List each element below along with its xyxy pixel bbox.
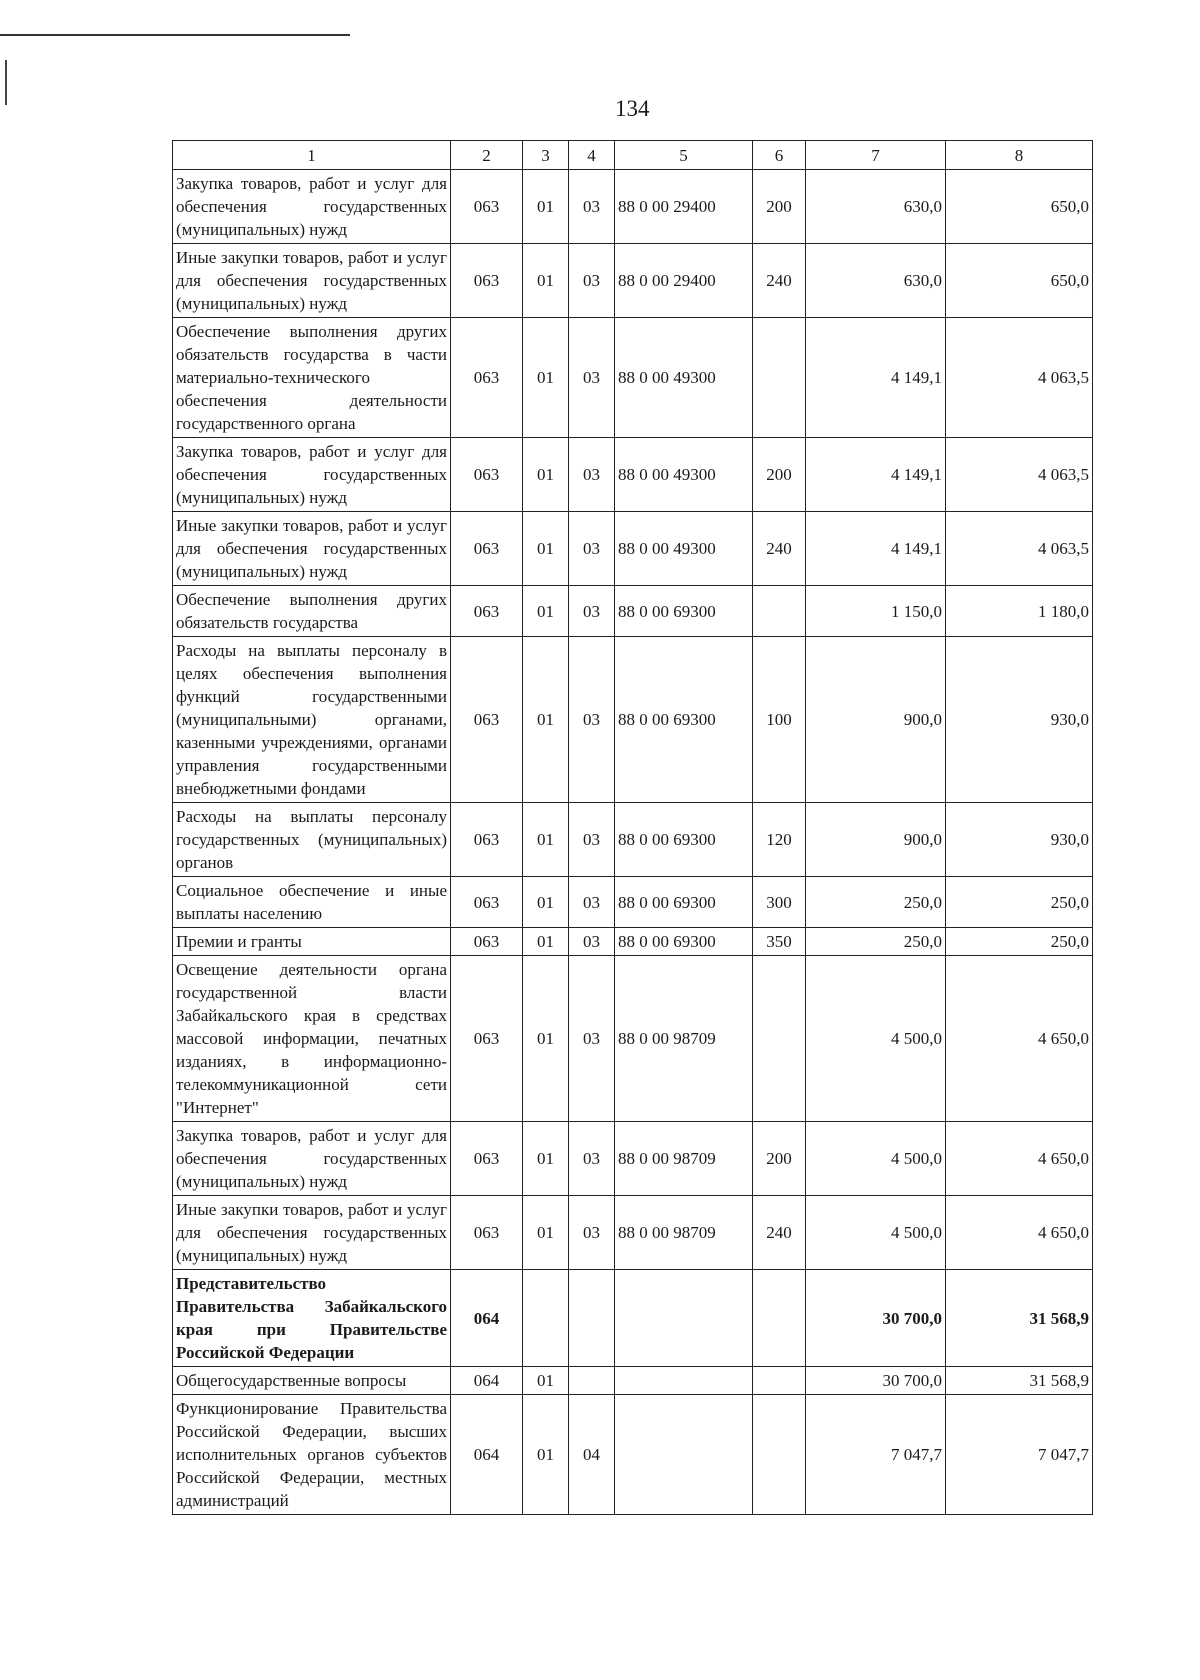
table-row [173,1122,1093,1196]
col-header-8: 8 [946,141,1093,170]
row-amount-col8: 650,0 [946,170,1093,244]
row-amount-col8: 930,0 [946,803,1093,877]
row-subsection: 03 [569,438,615,512]
row-name: Обеспечение выполнения других обязательств государства [173,586,451,637]
row-expense-type [753,1367,806,1395]
row-target-article [615,1395,753,1515]
table-row [173,803,1093,877]
row-expense-type: 240 [753,512,806,586]
table-row [173,586,1093,637]
row-amount-col7: 900,0 [806,803,946,877]
row-section: 01 [523,244,569,318]
row-amount-col8: 4 650,0 [946,956,1093,1122]
row-amount-col7: 30 700,0 [806,1270,946,1367]
row-section: 01 [523,170,569,244]
row-expense-type [753,318,806,438]
row-target-article: 88 0 00 98709 [615,956,753,1122]
row-subsection [569,1367,615,1395]
row-expense-type: 350 [753,928,806,956]
row-expense-type: 300 [753,877,806,928]
row-name: Функционирование Правительства Российской Федерации, высших исполнительных органов субъектов Российской Федерации, местных администраций [173,1395,451,1515]
col-header-6: 6 [753,141,806,170]
row-amount-col7: 250,0 [806,928,946,956]
scan-left-mark [5,60,7,105]
row-name: Социальное обеспечение и иные выплаты населению [173,877,451,928]
row-expense-type: 240 [753,1196,806,1270]
row-amount-col8: 4 650,0 [946,1196,1093,1270]
header-row [173,141,1093,170]
row-name: Общегосударственные вопросы [173,1367,451,1395]
row-target-article: 88 0 00 69300 [615,803,753,877]
row-amount-col7: 630,0 [806,170,946,244]
row-target-article: 88 0 00 69300 [615,928,753,956]
row-section: 01 [523,1122,569,1196]
row-amount-col7: 4 500,0 [806,956,946,1122]
row-code-admin: 063 [451,637,523,803]
row-expense-type: 120 [753,803,806,877]
row-amount-col8: 4 650,0 [946,1122,1093,1196]
row-code-admin: 063 [451,803,523,877]
row-target-article: 88 0 00 29400 [615,244,753,318]
row-section: 01 [523,1196,569,1270]
table-row [173,1367,1093,1395]
table-row [173,318,1093,438]
row-section: 01 [523,512,569,586]
row-name: Закупка товаров, работ и услуг для обеспечения государственных (муниципальных) нужд [173,1122,451,1196]
row-code-admin: 063 [451,1122,523,1196]
row-name: Иные закупки товаров, работ и услуг для обеспечения государственных (муниципальных) нужд [173,1196,451,1270]
row-code-admin: 064 [451,1395,523,1515]
row-target-article [615,1270,753,1367]
row-amount-col8: 7 047,7 [946,1395,1093,1515]
row-subsection: 03 [569,244,615,318]
table-row [173,170,1093,244]
row-section: 01 [523,803,569,877]
row-section: 01 [523,586,569,637]
row-expense-type: 200 [753,1122,806,1196]
row-amount-col8: 4 063,5 [946,318,1093,438]
row-expense-type: 100 [753,637,806,803]
row-amount-col7: 250,0 [806,877,946,928]
row-section: 01 [523,1395,569,1515]
row-section: 01 [523,877,569,928]
row-section: 01 [523,438,569,512]
row-name: Представительство Правительства Забайкальского края при Правительстве Российской Федерации [173,1270,451,1367]
row-section: 01 [523,318,569,438]
row-target-article: 88 0 00 49300 [615,438,753,512]
row-amount-col7: 4 149,1 [806,438,946,512]
table-row [173,1196,1093,1270]
row-code-admin: 063 [451,928,523,956]
table-row [173,928,1093,956]
row-name: Иные закупки товаров, работ и услуг для обеспечения государственных (муниципальных) нужд [173,244,451,318]
col-header-2: 2 [451,141,523,170]
row-amount-col7: 4 149,1 [806,512,946,586]
row-subsection: 03 [569,877,615,928]
row-subsection: 03 [569,512,615,586]
row-code-admin: 063 [451,318,523,438]
row-subsection: 03 [569,586,615,637]
row-subsection: 03 [569,1122,615,1196]
row-amount-col7: 30 700,0 [806,1367,946,1395]
row-subsection: 03 [569,803,615,877]
row-code-admin: 063 [451,170,523,244]
row-amount-col7: 900,0 [806,637,946,803]
row-amount-col8: 4 063,5 [946,438,1093,512]
row-name: Обеспечение выполнения других обязательств государства в части материально-технического обеспечения деятельности государственного органа [173,318,451,438]
row-code-admin: 063 [451,586,523,637]
col-header-1: 1 [173,141,451,170]
row-code-admin: 063 [451,1196,523,1270]
table-row [173,244,1093,318]
row-name: Закупка товаров, работ и услуг для обеспечения государственных (муниципальных) нужд [173,438,451,512]
page-number: 134 [615,96,650,121]
row-code-admin: 063 [451,877,523,928]
row-amount-col8: 930,0 [946,637,1093,803]
row-section: 01 [523,637,569,803]
row-code-admin: 063 [451,512,523,586]
row-section [523,1270,569,1367]
row-expense-type [753,956,806,1122]
row-subsection: 03 [569,170,615,244]
row-target-article: 88 0 00 69300 [615,637,753,803]
row-amount-col7: 4 500,0 [806,1122,946,1196]
row-target-article: 88 0 00 69300 [615,586,753,637]
row-name: Расходы на выплаты персоналу в целях обеспечения выполнения функций государственными (муниципальными) органами, казенными учреждениями, органами управления государственными внебюджетными фондами [173,637,451,803]
table-row [173,512,1093,586]
row-code-admin: 063 [451,438,523,512]
row-expense-type [753,1395,806,1515]
row-subsection: 04 [569,1395,615,1515]
row-target-article: 88 0 00 69300 [615,877,753,928]
row-subsection [569,1270,615,1367]
row-target-article: 88 0 00 98709 [615,1196,753,1270]
table-body [173,141,1093,1515]
row-name: Расходы на выплаты персоналу государственных (муниципальных) органов [173,803,451,877]
row-subsection: 03 [569,318,615,438]
row-subsection: 03 [569,637,615,803]
row-code-admin: 063 [451,956,523,1122]
row-target-article: 88 0 00 49300 [615,318,753,438]
row-amount-col8: 31 568,9 [946,1270,1093,1367]
table-row [173,637,1093,803]
row-amount-col8: 250,0 [946,877,1093,928]
col-header-4: 4 [569,141,615,170]
row-code-admin: 063 [451,244,523,318]
row-expense-type: 200 [753,438,806,512]
table-row [173,956,1093,1122]
row-amount-col8: 650,0 [946,244,1093,318]
row-name: Иные закупки товаров, работ и услуг для обеспечения государственных (муниципальных) нужд [173,512,451,586]
row-code-admin: 064 [451,1367,523,1395]
row-amount-col7: 630,0 [806,244,946,318]
row-amount-col8: 4 063,5 [946,512,1093,586]
row-section: 01 [523,928,569,956]
row-target-article: 88 0 00 98709 [615,1122,753,1196]
row-expense-type [753,586,806,637]
table-row [173,438,1093,512]
scan-top-line [0,34,350,36]
row-subsection: 03 [569,1196,615,1270]
row-amount-col7: 7 047,7 [806,1395,946,1515]
row-amount-col8: 250,0 [946,928,1093,956]
row-section: 01 [523,1367,569,1395]
row-subsection: 03 [569,956,615,1122]
row-code-admin: 064 [451,1270,523,1367]
row-expense-type: 240 [753,244,806,318]
table-row [173,1395,1093,1515]
row-name: Закупка товаров, работ и услуг для обеспечения государственных (муниципальных) нужд [173,170,451,244]
row-subsection: 03 [569,928,615,956]
row-amount-col8: 31 568,9 [946,1367,1093,1395]
row-amount-col7: 1 150,0 [806,586,946,637]
row-name: Освещение деятельности органа государственной власти Забайкальского края в средствах массовой информации, печатных изданиях, в информационно-телекоммуникационной сети "Интернет" [173,956,451,1122]
col-header-7: 7 [806,141,946,170]
row-target-article [615,1367,753,1395]
row-section: 01 [523,956,569,1122]
budget-table [172,140,1093,1515]
col-header-3: 3 [523,141,569,170]
table-row [173,1270,1093,1367]
row-target-article: 88 0 00 49300 [615,512,753,586]
row-expense-type [753,1270,806,1367]
table-row [173,877,1093,928]
row-amount-col8: 1 180,0 [946,586,1093,637]
row-expense-type: 200 [753,170,806,244]
col-header-5: 5 [615,141,753,170]
row-amount-col7: 4 500,0 [806,1196,946,1270]
row-name: Премии и гранты [173,928,451,956]
row-amount-col7: 4 149,1 [806,318,946,438]
row-target-article: 88 0 00 29400 [615,170,753,244]
